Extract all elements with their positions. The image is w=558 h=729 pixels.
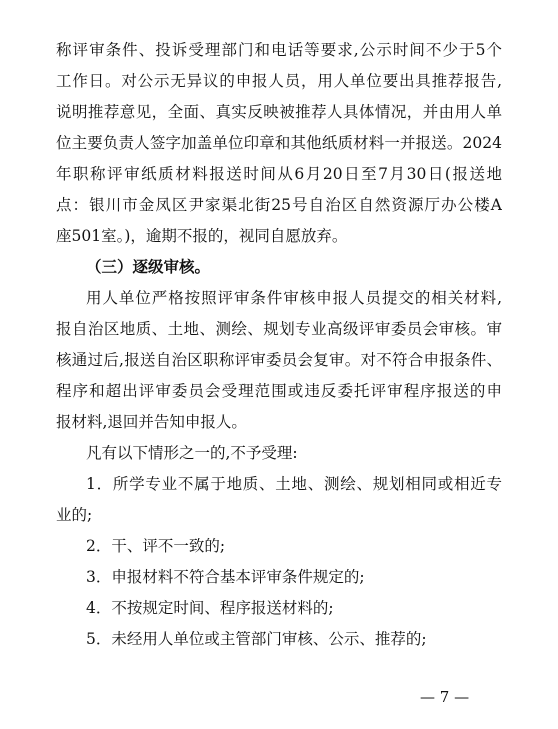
list-intro: 凡有以下情形之一的,不予受理: bbox=[86, 444, 298, 462]
paragraph-line: 位主要负责人签字加盖单位印章和其他纸质材料一并报送。2024 bbox=[56, 134, 502, 152]
list-item: 3．申报材料不符合基本评审条件规定的; bbox=[86, 568, 365, 586]
list-item: 5．未经用人单位或主管部门审核、公示、推荐的; bbox=[86, 630, 427, 648]
paragraph-line: 报自治区地质、土地、测绘、规划专业高级评审委员会审核。审 bbox=[56, 320, 502, 338]
paragraph-line: 年职称评审纸质材料报送时间从6月20日至7月30日(报送地 bbox=[56, 165, 502, 183]
paragraph-line: 核通过后,报送自治区职称评审委员会复审。对不符合申报条件、 bbox=[56, 351, 502, 369]
list-item: 2．干、评不一致的; bbox=[86, 537, 226, 555]
paragraph-line: 报材料,退回并告知申报人。 bbox=[56, 413, 247, 431]
paragraph-line: 称评审条件、投诉受理部门和电话等要求,公示时间不少于5个 bbox=[56, 41, 502, 59]
section-heading: （三）逐级审核。 bbox=[86, 257, 211, 276]
paragraph-line: 座501室。)，逾期不报的，视同自愿放弃。 bbox=[56, 227, 348, 245]
paragraph-line: 用人单位严格按照评审条件审核申报人员提交的相关材料, bbox=[86, 289, 502, 307]
list-item-continuation: 业的; bbox=[56, 506, 93, 524]
page-number: — 7 — bbox=[420, 688, 470, 706]
paragraph-line: 工作日。对公示无异议的申报人员，用人单位要出具推荐报告, bbox=[56, 72, 502, 90]
list-item: 1．所学专业不属于地质、土地、测绘、规划相同或相近专 bbox=[86, 475, 502, 493]
paragraph-line: 说明推荐意见，全面、真实反映被推荐人具体情况，并由用人单 bbox=[56, 103, 502, 121]
paragraph-line: 点：银川市金凤区尹家渠北街25号自治区自然资源厅办公楼A bbox=[56, 196, 502, 214]
list-item: 4．不按规定时间、程序报送材料的; bbox=[86, 599, 334, 617]
paragraph-line: 程序和超出评审委员会受理范围或违反委托评审程序报送的申 bbox=[56, 382, 502, 400]
